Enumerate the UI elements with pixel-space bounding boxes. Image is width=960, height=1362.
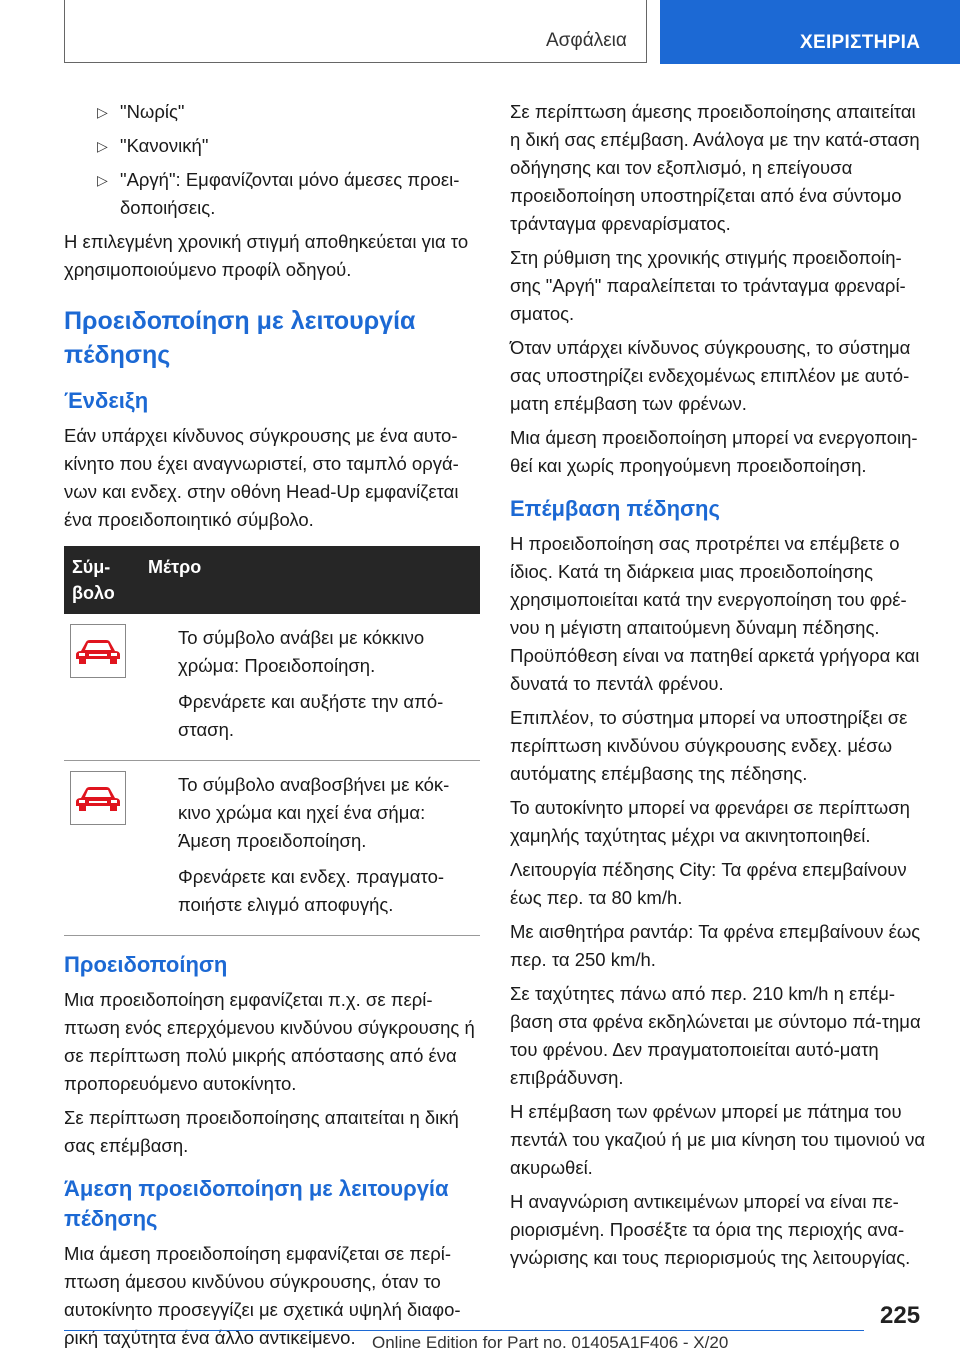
footer-divider: [64, 1330, 864, 1331]
paragraph: Σε περίπτωση προειδοποίησης απαιτείται η δική σας επέμβαση.: [64, 1107, 459, 1156]
paragraph: Σε ταχύτητες πάνω από περ. 210 km/h η επέμ-βαση στα φρένα εκδηλώνεται με σύντομο πά-τημα του φρένου. Δεν πραγματοποιείται αυτό-ματη επιβράδυνση.: [510, 983, 921, 1088]
subsection-heading: Ένδειξη: [64, 388, 149, 413]
paragraph: Στη ρύθμιση της χρονικής στιγμής προειδοποίη-σης "Αργή" παραλείπεται το τράνταγμα φρεναρί-σματος.: [510, 247, 906, 324]
header-section-title: Ασφάλεια: [546, 30, 627, 51]
triangle-bullet-icon: ▷: [97, 172, 108, 188]
subsection-heading: Άμεση προειδοποίηση με λειτουργία πέδησης: [64, 1176, 449, 1231]
paragraph: Η επέμβαση των φρένων μπορεί με πάτημα του πεντάλ του γκαζιού ή με μια κίνηση του τιμονιού να ακυρωθεί.: [510, 1101, 926, 1178]
triangle-bullet-icon: ▷: [97, 104, 108, 120]
header-chapter-tab[interactable]: ΧΕΙΡΙΣΤΗΡΙΑ: [660, 0, 960, 64]
paragraph: Λειτουργία πέδησης City: Τα φρένα επεμβαίνουν έως περ. τα 80 km/h.: [510, 859, 907, 908]
paragraph: Μια προειδοποίηση εμφανίζεται π.χ. σε περί-πτωση ενός επερχόμενου κινδύνου σύγκρουσης ή σε περίπτωση πολύ μικρής απόστασης από ένα προπορευόμενο αυτοκίνητο.: [64, 989, 475, 1094]
paragraph: Μια άμεση προειδοποίηση μπορεί να ενεργοποιη-θεί και χωρίς προηγούμενη προειδοποίηση.: [510, 427, 918, 476]
table-header-symbol: Σύμ-βολο: [64, 546, 140, 614]
paragraph: Όταν υπάρχει κίνδυνος σύγκρουσης, το σύστημα σας υποστηρίζει ενδεχομένως επιπλέον με αυτό-ματη επέμβαση των φρένων.: [510, 337, 911, 414]
measure-text: Φρενάρετε και αυξήστε την από-σταση.: [178, 691, 444, 740]
list-item: ▷ "Αργή": Εμφανίζονται μόνο άμεσες προει-δοποιήσεις.: [64, 166, 480, 222]
table-header-measure: Μέτρο: [140, 546, 480, 614]
paragraph: Επιπλέον, το σύστημα μπορεί να υποστηρίξει σε περίπτωση κινδύνου σύγκρουσης ενδεχ. μέσω αυτόματης επέμβασης της πέδησης.: [510, 707, 908, 784]
paragraph: Η επιλεγμένη χρονική στιγμή αποθηκεύεται για το χρησιμοποιούμενο προφίλ οδηγού.: [64, 231, 469, 280]
paragraph: Εάν υπάρχει κίνδυνος σύγκρουσης με ένα αυτο-κίνητο που έχει αναγνωριστεί, στο ταμπλό οργά-νων και ενδεχ. στην οθόνη Head-Up εμφανίζεται ένα προειδοποιητικό σύμβολο.: [64, 425, 459, 530]
section-heading: Προειδοποίηση με λειτουργία πέδησης: [64, 307, 416, 369]
paragraph: Η αναγνώριση αντικειμένων μπορεί να είναι πε-ριορισμένη. Προσέξτε τα όρια της περιοχής ανα-γνώρισης και τους περιορισμούς της λειτουργίας.: [510, 1191, 911, 1268]
left-column: [64, 98, 480, 1358]
car-warning-icon: [70, 624, 126, 678]
paragraph: Η προειδοποίηση σας προτρέπει να επέμβετε ο ίδιος. Κατά τη διάρκεια μιας προειδοποίησης χρησιμοποιείται κατά την ενεργοποίηση του φρέ-νου η μέγιστη απαιτούμενη δύναμη πέδησης. Προϋπόθεση είναι να πατηθεί αρκετά γρήγορα και δυνατά το πεντάλ φρένου.: [510, 533, 920, 694]
car-warning-icon: [70, 771, 126, 825]
list-item: ▷ "Κανονική": [64, 132, 480, 160]
table-row: [64, 761, 480, 936]
footer-edition-text: Online Edition for Part no. 01405A1F406 - X/20: [372, 1333, 729, 1352]
subsection-heading: Επέμβαση πέδησης: [510, 496, 720, 521]
paragraph: Σε περίπτωση άμεσης προειδοποίησης απαιτείται η δική σας επέμβαση. Ανάλογα με την κατά-σταση οδήγησης και τον εξοπλισμό, η επείγουσα προειδοποίηση υποστηρίζεται από ένα σύντομο τράνταγμα φρεναρίσματος.: [510, 101, 920, 234]
subsection-heading: Προειδοποίηση: [64, 952, 228, 977]
measure-text: Φρενάρετε και ενδεχ. πραγματο-ποιήστε ελιγμό αποφυγής.: [178, 866, 445, 915]
paragraph: Το αυτοκίνητο μπορεί να φρενάρει σε περίπτωση χαμηλής ταχύτητας μέχρι να ακινητοποιηθεί.: [510, 797, 910, 846]
measure-text: Το σύμβολο αναβοσβήνει με κόκ-κινο χρώμα και ηχεί ένα σήμα: Άμεση προειδοποίηση.: [178, 774, 450, 851]
paragraph: Με αισθητήρα ραντάρ: Τα φρένα επεμβαίνουν έως περ. τα 250 km/h.: [510, 921, 921, 970]
table-row: [64, 614, 480, 761]
symbol-table: [64, 546, 480, 936]
paragraph: Μια άμεση προειδοποίηση εμφανίζεται σε περί-πτωση άμεσου κινδύνου σύγκρουσης, όταν το αυτοκίνητο προσεγγίζει με σχετικά υψηλή διαφο-ρική ταχύτητα ένα άλλο αντικείμενο.: [64, 1243, 461, 1348]
table-header-row: [64, 546, 480, 614]
list-item: ▷ "Νωρίς": [64, 98, 480, 126]
option-list: [64, 98, 480, 222]
page-number: 225: [880, 1302, 921, 1329]
measure-text: Το σύμβολο ανάβει με κόκκινο χρώμα: Προειδοποίηση.: [178, 627, 425, 676]
triangle-bullet-icon: ▷: [97, 138, 108, 154]
right-column: [510, 98, 926, 1278]
